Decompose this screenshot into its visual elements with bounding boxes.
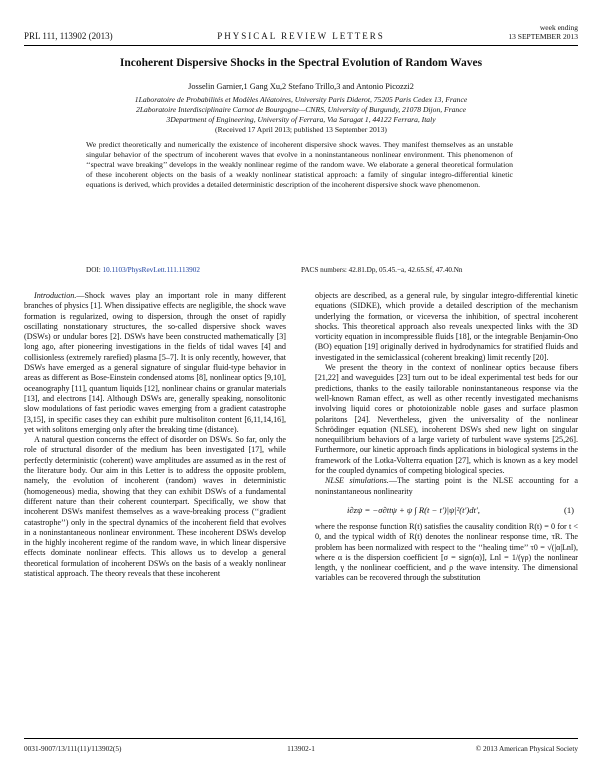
intro-paragraph bbox=[24, 291, 286, 435]
copyright: © 2013 American Physical Society bbox=[475, 744, 578, 753]
affiliations bbox=[24, 95, 578, 124]
journal-reference: PRL 111, 113902 (2013) bbox=[24, 31, 113, 41]
abstract: We predict theoretically and numerically the existence of incoherent dispersive shock waves. They manifest themselves as an unstable singular behavior of the spectrum of incoherent waves that evolve in a noninstantaneous nonlinear environment. This phenomenon of ‘‘spectral wave breaking’’ develops in the weakly nonlinear regime of the random wave. We elaborate a general theoretical formulation of these incoherent objects on the basis of a weakly nonlinear statistical approach: a family of singular integro-differential kinetic equations is derived, which provides a detailed deterministic description of the incoherent dispersive shock wave phenomenon. bbox=[86, 140, 513, 189]
week-ending-date: 13 SEPTEMBER 2013 bbox=[508, 31, 578, 41]
equation-expression: i∂zψ = −σ∂ttψ + ψ ∫ R(t − t′)|ψ|²(t′)dt′, bbox=[347, 504, 480, 515]
article-meta bbox=[86, 266, 513, 276]
left-column bbox=[24, 291, 286, 579]
nlse-paragraph bbox=[315, 476, 578, 497]
equation-number: (1) bbox=[563, 504, 574, 515]
doi-label: DOI: bbox=[86, 266, 101, 274]
pacs-numbers: PACS numbers: 42.81.Dp, 05.45.−a, 42.65.Sf, 47.40.Nn bbox=[301, 266, 463, 274]
week-ending bbox=[508, 24, 578, 41]
response-paragraph: where the response function R(t) satisfies the causality condition R(t) = 0 for t < 0, and the typical width of R(t) denotes the nonlinear response time, τR. The problem has been normalized with respect to the ‘‘healing time’’ τ0 = √(|α|Lnl), where α is the dispersion coefficient [σ = sign(α)], Lnl = 1/(γρ) the nonlinear length, γ the nonlinear coefficient, and ρ the wave intensity. The dimensional variables can be recovered through the substitution bbox=[315, 521, 578, 583]
intro-text: —Shock waves play an important role in many different branches of physics [1]. When dissipative effects are negligible, the shock wave formation is regularized, owing to dispersion, through the onset of rapidly oscillating nonstationary structures, the so-called dispersive shock waves (DSWs) or undular bores [2]. DSWs have been constructed mathematically [3] long ago, after pioneering investigations in the fields of tidal waves [4] and collisionless (extremely rarefied) plasma [5–7]. It is only recently, however, that DSWs have emerged as a general signature of singular fluid-type behavior in areas as different as Bose-Einstein condensed atoms [8], nonlinear optics [9,10], oceanography [11], quantum liquids [12], nonlinear chains or granular materials [13], and electrons [14]. Although DSWs are, generally speaking, nonsolitonic slow modulations of fast periodic waves emerging from a gradient catastrophe [3,15], in specific cases they can exhibit pure multisoliton content [6,11,14,16], yet with solitons emerging only after the breaking time (distance). bbox=[24, 291, 286, 434]
doi-link[interactable]: 10.1103/PhysRevLett.111.113902 bbox=[102, 266, 200, 274]
section-lead-introduction: Introduction. bbox=[34, 291, 77, 300]
author-list: Josselin Garnier,1 Gang Xu,2 Stefano Trillo,3 and Antonio Picozzi2 bbox=[188, 82, 414, 91]
footer-rule bbox=[24, 738, 578, 739]
running-header bbox=[24, 23, 578, 43]
optics-paragraph: We present the theory in the context of nonlinear optics because fibers [21,22] and waveguides [23] turn out to be ideal experimental test beds for our predictions, thanks to the easily tailorable noninstantaneous response via the well-known Raman effect, as well as other recently investigated mechanisms involving liquid cores or photoionizable noble gases and surface plasmon polaritons [24]. Nevertheless, given the universality of the nonlinear Schrödinger equation (NLSE), incoherent DSWs shed new light on singular nonequilibrium behaviors of a large variety of turbulent wave systems [25,26]. Furthermore, our kinetic approach finds applications in biological systems in the framework of the Lotka-Volterra equation [27], which is known as a key model for the coupled dynamics of competing biological species. bbox=[315, 363, 578, 476]
disorder-paragraph: A natural question concerns the effect of disorder on DSWs. So far, only the role of structural disorder of the medium has been investigated [17], while perfectly deterministic (coherent) wave amplitudes are assumed as in the rest of the literature body. Our aim in this Letter is to address the opposite problem, namely, the evolution of incoherent (random) waves in deterministic (homogeneous) media, showing that they can exhibit DSWs of a fundamental different nature than their coherent counterpart. Specifically, we show that incoherent DSWs manifest themselves as a wave-breaking process (‘‘gradient catastrophe’’) only in the spectral dynamics of the incoherent field that evolves in a noninstantaneous nonlinear environment. These incoherent DSWs develop in the highly incoherent regime of the random wave, in which linear dispersive effects dominate nonlinear effects. This allows us to develop a general theoretical formulation of incoherent DSWs on the basis of a weakly nonlinear statistical approach. The theory reveals that these incoherent bbox=[24, 435, 286, 579]
footer-code: 0031-9007/13/111(11)/113902(5) bbox=[24, 744, 122, 753]
week-ending-label: week ending bbox=[539, 23, 578, 32]
affiliation-1: 1Laboratoire de Probabilités et Modèles Aléatoires, University Paris Diderot, 75205 Paris Cedex 13, France bbox=[134, 95, 468, 104]
doi bbox=[86, 266, 200, 274]
page-footer bbox=[24, 738, 578, 760]
section-lead-nlse: NLSE simulations. bbox=[325, 476, 389, 486]
journal-name: PHYSICAL REVIEW LETTERS bbox=[217, 31, 385, 41]
header-rule bbox=[24, 45, 578, 46]
page-number: 113902-1 bbox=[287, 744, 315, 753]
right-column bbox=[315, 291, 578, 584]
paper-title: Incoherent Dispersive Shocks in the Spectral Evolution of Random Waves bbox=[119, 57, 483, 69]
received-dates: (Received 17 April 2013; published 13 September 2013) bbox=[215, 124, 387, 134]
affiliation-3: 3Department of Engineering, University of Ferrara, Via Saragat 1, 44122 Ferrara, Italy bbox=[166, 114, 436, 124]
kinetic-paragraph: objects are described, as a general rule, by singular integro-differential kinetic equations (SIDKE), which provide a detailed description of the mechanism underlying the formation, or viceversa the inhibition, of spectral incoherent shocks. This theoretical approach also reveals unexpected links with the 3D vorticity equation in incompressible fluids [18], or the integrable Benjamin-Ono (BO) equation [19] originally derived in hydrodynamics for stratified fluids and investigated in the semiclassical (coherent breaking) limit recently [20]. bbox=[315, 291, 578, 362]
equation-1 bbox=[315, 503, 578, 517]
affiliation-2: 2Laboratoire Interdisciplinaire Carnot de Bourgogne—CNRS, University of Burgundy, 21078 Dijon, France bbox=[136, 104, 466, 114]
nlse-text: —The starting point is the NLSE accounting for a noninstantaneous nonlinearity bbox=[315, 476, 579, 496]
